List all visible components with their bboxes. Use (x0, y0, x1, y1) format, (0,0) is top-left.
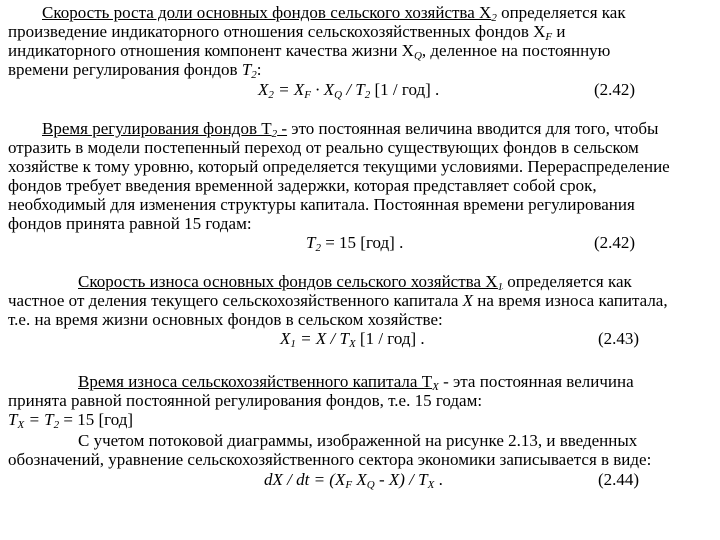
eq1-dot: · X (310, 80, 335, 99)
p2-line-1-tail: это постоянная величина вводится для того, чтобы (287, 119, 659, 138)
eq3-lhs-sub: 1 (290, 338, 296, 350)
p2-line-3: хозяйстве к тому уровню, который определяется текущими условиями. Перераспределение (8, 157, 670, 176)
eq4-a-sub: F (345, 479, 353, 491)
p1-underlined-heading: Скорость роста доли основных фондов сельского хозяйства X (42, 3, 492, 22)
eq4-a: dX / dt = (X (264, 470, 346, 489)
eq1-lhs: X (258, 80, 269, 99)
eq2-T: T (306, 233, 316, 252)
eq3-lhs: X (280, 329, 291, 348)
p5-line-2: обозначений, уравнение сельскохозяйственного сектора экономики записывается в виде: (8, 450, 652, 469)
p3-line-2-X: X (462, 291, 474, 310)
eq1-units: [1 / год] . (370, 80, 440, 99)
equation-number-2: (2.42) (594, 233, 636, 252)
p1-line-4-tail: : (256, 60, 262, 79)
p2-line-6: фондов принята равной 15 годам: (8, 214, 252, 233)
eq1-lhs-sub: 2 (268, 89, 274, 101)
eq4-d: . (434, 470, 443, 489)
p4-tail: = 15 [год] (59, 410, 134, 429)
p3-line-1-tail: определяется как (503, 272, 632, 291)
p1-line-2-sub: F (545, 31, 553, 43)
eq4-c-sub: X (427, 479, 435, 491)
eq3-units: [1 / год] . (355, 329, 425, 348)
eq1-mid: = X (273, 80, 305, 99)
eq1-mid-sub: F (304, 89, 311, 101)
p2-sub: 2 (271, 128, 278, 140)
p1-line-2 (8, 22, 565, 42)
p1-line-3-sub: Q (413, 50, 422, 62)
p2-line-2: отразить в модели постепенный переход от реально существующих фондов в сельском (8, 138, 639, 157)
equation-2-43 (280, 329, 425, 349)
p3-underlined-heading: Скорость износа основных фондов сельского хозяйства X (78, 272, 498, 291)
equation-number-1: (2.42) (594, 80, 636, 99)
p1-line-1 (42, 3, 626, 23)
p4-line-1-tail: - эта постоянная величина (438, 372, 634, 391)
p2-underlined-heading: Время регулирования фондов T (42, 119, 272, 138)
p5-line-1: С учетом потоковой диаграммы, изображенной на рисунке 2.13, и введенных (78, 431, 638, 450)
p4-sub-X: X (17, 419, 25, 431)
p2-line-5: необходимый для изменения структуры капитала. Постоянная времени регулирования (8, 195, 635, 214)
p1-line-4-sub: 2 (251, 69, 257, 81)
p4-line-1 (78, 372, 634, 392)
eq1-dot-sub: Q (334, 89, 343, 101)
p1-line-4-T: T (241, 60, 252, 79)
eq1-div: / T (342, 80, 365, 99)
p1-line-4-text: времени регулирования фондов (8, 60, 242, 79)
p3-line-2-head: частное от деления текущего сельскохозяйственного капитала (8, 291, 463, 310)
equation-2-42-a (258, 80, 439, 100)
p2-line-1 (42, 119, 658, 139)
p1-line-3-tail: , деленное на постоянную (421, 41, 611, 60)
equation-number-4: (2.44) (598, 470, 640, 489)
p1-line-2-tail: и (552, 22, 566, 41)
eq2-rest: = 15 [год] . (320, 233, 404, 252)
p1-line-3 (8, 41, 610, 61)
p3-line-2 (8, 291, 668, 311)
p4-sub: X (432, 381, 439, 393)
p4-line-2: принята равной постоянной регулирования фондов, т.е. 15 годам: (8, 391, 483, 410)
eq3-mid-sub: X (348, 338, 356, 350)
eq2-sub: 2 (315, 242, 321, 254)
p4-T: T (8, 410, 18, 429)
p1-line-2-text: произведение индикаторного отношения сельскохозяйственных фондов X (8, 22, 546, 41)
p3-line-2-tail: на время износа капитала, (473, 291, 668, 310)
p4-underlined-heading: Время износа сельскохозяйственного капитала T (78, 372, 433, 391)
p2-line-4: фондов требует введения временной задержки, которая представляет собой срок, (8, 176, 597, 195)
p4-sub-2: 2 (53, 419, 60, 431)
p3-line-1 (78, 272, 632, 292)
eq3-mid: = X / T (295, 329, 349, 348)
eq4-b-sub: Q (366, 479, 375, 491)
equation-2-44 (264, 470, 443, 490)
equation-number-3: (2.43) (598, 329, 640, 348)
eq4-b: X (352, 470, 367, 489)
p1-line-1-tail: определяется как (496, 3, 626, 22)
p2-dash: - (277, 119, 288, 138)
p1-subscript: 2 (491, 12, 497, 24)
p4-mid: = T (24, 410, 54, 429)
eq4-c: - X) / T (374, 470, 428, 489)
equation-2-42-b (306, 233, 403, 253)
p4-line-3 (8, 410, 133, 430)
p1-line-3-text: индикаторного отношения компонент качества жизни X (8, 41, 414, 60)
p3-sub: 1 (497, 281, 504, 293)
p3-line-3: т.е. на время жизни основных фондов в сельском хозяйстве: (8, 310, 443, 329)
eq1-div-sub: 2 (364, 89, 371, 101)
p1-line-4 (8, 60, 262, 80)
